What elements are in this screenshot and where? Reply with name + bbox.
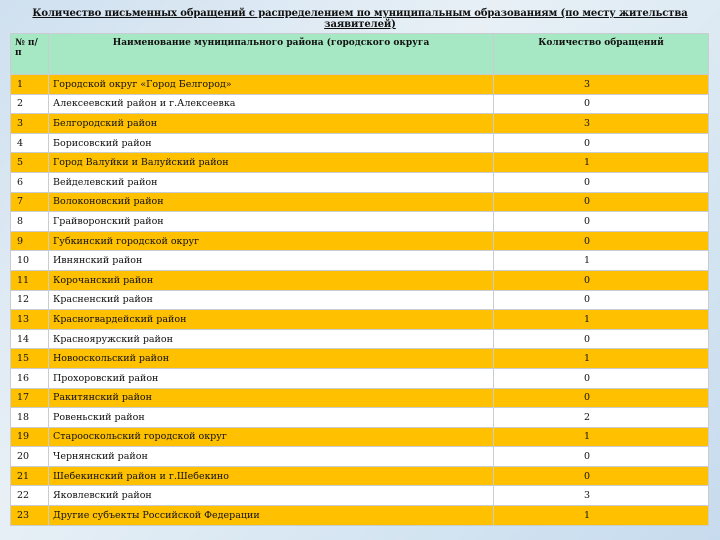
row-number: 21 — [11, 466, 49, 486]
header-count: Количество обращений — [494, 34, 709, 75]
row-number: 17 — [11, 388, 49, 408]
table-row — [11, 153, 709, 173]
row-count: 0 — [494, 447, 709, 467]
row-count: 0 — [494, 329, 709, 349]
table-row — [11, 133, 709, 153]
row-number: 20 — [11, 447, 49, 467]
row-district-name: Алексеевский район и г.Алексеевка — [49, 94, 494, 114]
table-row — [11, 192, 709, 212]
table-row — [11, 506, 709, 526]
row-district-name: Прохоровский район — [49, 368, 494, 388]
row-district-name: Корочанский район — [49, 270, 494, 290]
row-number: 11 — [11, 270, 49, 290]
row-count: 0 — [494, 270, 709, 290]
row-district-name: Ракитянский район — [49, 388, 494, 408]
row-count: 1 — [494, 506, 709, 526]
row-count: 0 — [494, 388, 709, 408]
page-title: Количество письменных обращений с распределением по муниципальным образованиям (по месту жительства заявителей) — [32, 8, 688, 30]
row-district-name: Краснояружский район — [49, 329, 494, 349]
table-row — [11, 310, 709, 330]
row-district-name: Шебекинский район и г.Шебекино — [49, 466, 494, 486]
row-number: 10 — [11, 251, 49, 271]
row-number: 5 — [11, 153, 49, 173]
row-count: 3 — [494, 75, 709, 95]
header-name: Наименование муниципального района (городского округа — [49, 34, 494, 75]
row-count: 0 — [494, 290, 709, 310]
row-count: 0 — [494, 192, 709, 212]
row-district-name: Ивнянский район — [49, 251, 494, 271]
appeals-table — [10, 33, 709, 526]
row-count: 0 — [494, 133, 709, 153]
row-district-name: Яковлевский район — [49, 486, 494, 506]
row-count: 0 — [494, 368, 709, 388]
row-count: 3 — [494, 486, 709, 506]
row-number: 4 — [11, 133, 49, 153]
row-number: 15 — [11, 349, 49, 369]
table-row — [11, 290, 709, 310]
table-row — [11, 486, 709, 506]
table-row — [11, 231, 709, 251]
row-number: 6 — [11, 172, 49, 192]
row-number: 16 — [11, 368, 49, 388]
table-row — [11, 349, 709, 369]
row-number: 9 — [11, 231, 49, 251]
table-row — [11, 251, 709, 271]
table-row — [11, 114, 709, 134]
row-number: 18 — [11, 408, 49, 428]
row-number: 14 — [11, 329, 49, 349]
row-count: 0 — [494, 231, 709, 251]
row-number: 8 — [11, 212, 49, 232]
row-count: 0 — [494, 466, 709, 486]
table-row — [11, 94, 709, 114]
row-count: 3 — [494, 114, 709, 134]
table-row — [11, 427, 709, 447]
table-row — [11, 408, 709, 428]
header-num: № п/п — [11, 34, 49, 75]
row-district-name: Губкинский городской округ — [49, 231, 494, 251]
table-row — [11, 447, 709, 467]
row-count: 1 — [494, 427, 709, 447]
table-row — [11, 172, 709, 192]
row-district-name: Ровеньский район — [49, 408, 494, 428]
row-count: 0 — [494, 172, 709, 192]
row-district-name: Красненский район — [49, 290, 494, 310]
table-row — [11, 329, 709, 349]
row-district-name: Новооскольский район — [49, 349, 494, 369]
row-number: 13 — [11, 310, 49, 330]
row-number: 2 — [11, 94, 49, 114]
row-count: 1 — [494, 310, 709, 330]
row-number: 22 — [11, 486, 49, 506]
table-row — [11, 75, 709, 95]
row-number: 23 — [11, 506, 49, 526]
table-row — [11, 212, 709, 232]
row-count: 1 — [494, 153, 709, 173]
row-number: 1 — [11, 75, 49, 95]
table-row — [11, 368, 709, 388]
row-number: 19 — [11, 427, 49, 447]
row-district-name: Белгородский район — [49, 114, 494, 134]
row-count: 2 — [494, 408, 709, 428]
row-count: 1 — [494, 349, 709, 369]
row-district-name: Старооскольский городской округ — [49, 427, 494, 447]
row-district-name: Грайворонский район — [49, 212, 494, 232]
row-count: 1 — [494, 251, 709, 271]
row-district-name: Красногвардейский район — [49, 310, 494, 330]
table-row — [11, 466, 709, 486]
row-district-name: Городской округ «Город Белгород» — [49, 75, 494, 95]
row-number: 3 — [11, 114, 49, 134]
row-district-name: Другие субъекты Российской Федерации — [49, 506, 494, 526]
row-count: 0 — [494, 212, 709, 232]
row-number: 12 — [11, 290, 49, 310]
row-district-name: Волоконовский район — [49, 192, 494, 212]
row-count: 0 — [494, 94, 709, 114]
row-district-name: Борисовский район — [49, 133, 494, 153]
row-number: 7 — [11, 192, 49, 212]
row-district-name: Чернянский район — [49, 447, 494, 467]
table-row — [11, 270, 709, 290]
table-header-row — [11, 34, 709, 75]
row-district-name: Город Валуйки и Валуйский район — [49, 153, 494, 173]
row-district-name: Вейделевский район — [49, 172, 494, 192]
table-row — [11, 388, 709, 408]
